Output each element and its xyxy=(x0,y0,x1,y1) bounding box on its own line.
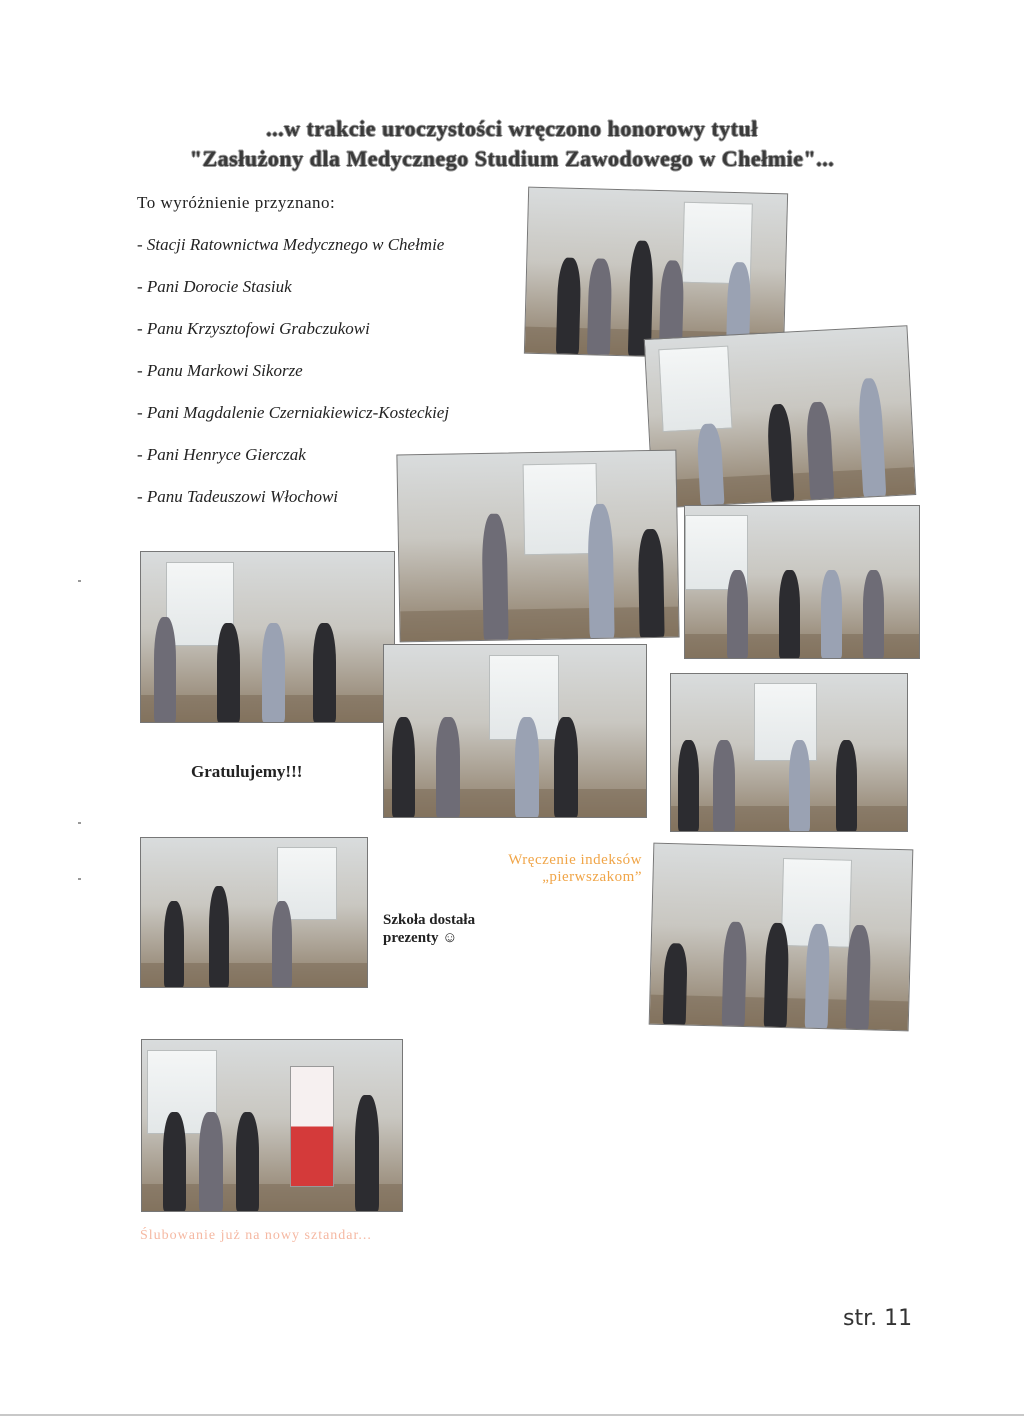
ceremony-photo xyxy=(383,644,647,818)
caption-wreczenie: Wręczenie indeksów „pierwszakom” xyxy=(508,852,642,885)
banner-flag xyxy=(290,1066,334,1188)
caption-szkola: Szkoła dostała prezenty ☺ xyxy=(383,912,476,946)
recipient-item: - Stacji Ratownictwa Medycznego w Chełmie xyxy=(137,235,445,254)
header-line-1: ...w trakcie uroczystości wręczono honorowy tytuł xyxy=(266,116,758,141)
scan-mark xyxy=(78,878,81,880)
recipient-item: - Pani Henryce Gierczak xyxy=(137,445,306,464)
recipient-item: - Panu Krzysztofowi Grabczukowi xyxy=(137,319,370,338)
header-line-2: "Zasłużony dla Medycznego Studium Zawodowego w Chełmie"... xyxy=(189,146,835,171)
scan-mark xyxy=(78,580,81,582)
ceremony-photo xyxy=(670,673,908,832)
scan-edge xyxy=(0,1414,1024,1416)
recipient-item: - Panu Markowi Sikorze xyxy=(137,361,303,380)
intro-text: To wyróżnienie przyznano: xyxy=(137,193,336,212)
ceremony-photo xyxy=(141,1039,403,1212)
recipient-item: - Pani Magdalenie Czerniakiewicz-Kosteckiej xyxy=(137,403,450,422)
ceremony-photo xyxy=(644,325,917,509)
page-number: str. 11 xyxy=(843,1306,913,1331)
ceremony-photo xyxy=(396,450,679,643)
ceremony-photo xyxy=(649,843,914,1032)
recipient-item: - Pani Dorocie Stasiuk xyxy=(137,277,292,296)
ceremony-photo xyxy=(140,837,368,988)
ceremony-photo xyxy=(140,551,395,723)
recipient-item: - Panu Tadeuszowi Włochowi xyxy=(137,487,339,506)
caption-gratulujemy: Gratulujemy!!! xyxy=(191,762,303,781)
scan-mark xyxy=(78,822,81,824)
caption-slubowanie: Ślubowanie już na nowy sztandar... xyxy=(140,1228,372,1243)
ceremony-photo xyxy=(684,505,920,659)
